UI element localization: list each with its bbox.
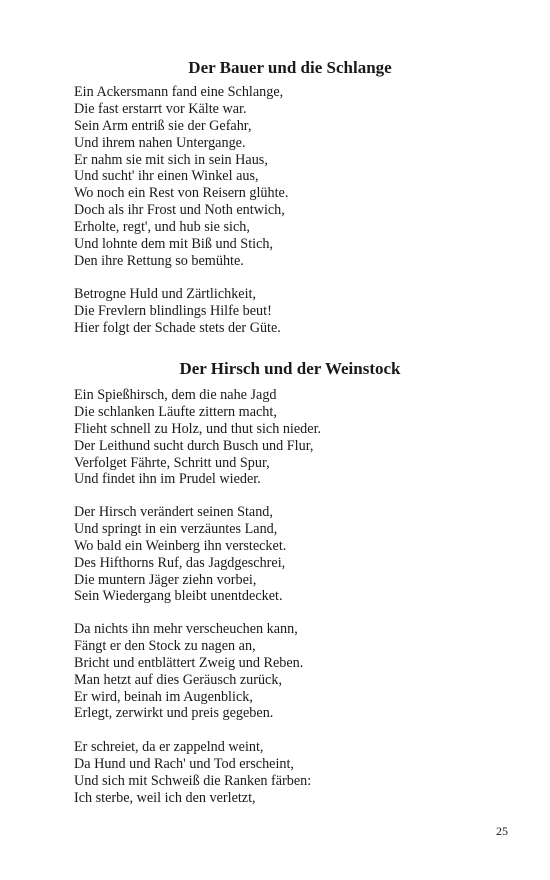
stanza	[74, 387, 321, 488]
verse-line: Da nichts ihn mehr verscheuchen kann,	[74, 621, 298, 637]
stanza	[74, 504, 286, 605]
verse-line: Er nahm sie mit sich in sein Haus,	[74, 151, 268, 168]
verse-line: Bricht und entblättert Zweig und Reben.	[74, 654, 304, 671]
poem-title: Der Hirsch und der Weinstock	[179, 359, 401, 378]
stanza	[74, 739, 311, 807]
verse-line: Ein Ackersmann fand eine Schlange,	[74, 84, 284, 100]
verse-line: Der Leithund sucht durch Busch und Flur,	[74, 437, 314, 454]
poem-title: Der Bauer und die Schlange	[188, 58, 392, 77]
verse-line: Und findet ihn im Prudel wieder.	[74, 471, 261, 488]
verse-line: Und lohnte dem mit Biß und Stich,	[74, 236, 274, 253]
verse-line: Er schreiet, da er zappelnd weint,	[74, 739, 264, 755]
verse-line: Verfolget Fährte, Schritt und Spur,	[74, 454, 270, 471]
verse-line: Doch als ihr Frost und Noth entwich,	[74, 202, 285, 219]
verse-line: Sein Wiedergang bleibt unentdecket.	[74, 588, 283, 605]
verse-line: Wo bald ein Weinberg ihn verstecket.	[74, 537, 287, 554]
verse-line: Die schlanken Läufte zittern macht,	[74, 403, 277, 420]
page-number: 25	[496, 824, 508, 838]
verse-line: Ein Spießhirsch, dem die nahe Jagd	[74, 387, 277, 403]
verse-line: Und ihrem nahen Untergange.	[74, 134, 246, 151]
verse-line: Ich sterbe, weil ich den verletzt,	[74, 789, 256, 806]
verse-line: Da Hund und Rach' und Tod erscheint,	[74, 755, 294, 772]
verse-line: Der Hirsch verändert seinen Stand,	[74, 504, 273, 520]
verse-line: Hier folgt der Schade stets der Güte.	[74, 319, 281, 336]
verse-line: Die muntern Jäger ziehn vorbei,	[74, 571, 257, 588]
verse-line: Und springt in ein verzäuntes Land,	[74, 520, 278, 537]
stanza	[74, 84, 288, 270]
verse-line: Wo noch ein Rest von Reisern glühte.	[74, 185, 289, 202]
verse-line: Fängt er den Stock zu nagen an,	[74, 637, 256, 654]
stanza	[74, 286, 281, 337]
verse-line: Sein Arm entriß sie der Gefahr,	[74, 117, 252, 134]
verse-line: Und sich mit Schweiß die Ranken färben:	[74, 772, 312, 789]
verse-line: Und sucht' ihr einen Winkel aus,	[74, 168, 259, 185]
verse-line: Erholte, regt', und hub sie sich,	[74, 219, 250, 236]
verse-line: Betrogne Huld und Zärtlichkeit,	[74, 286, 257, 302]
stanza	[74, 621, 303, 722]
verse-line: Die Frevlern blindlings Hilfe beut!	[74, 302, 272, 319]
verse-line: Man hetzt auf dies Geräusch zurück,	[74, 671, 282, 688]
verse-line: Flieht schnell zu Holz, und thut sich nieder.	[74, 420, 322, 437]
verse-line: Erlegt, zerwirkt und preis gegeben.	[74, 705, 274, 722]
verse-line: Die fast erstarrt vor Kälte war.	[74, 100, 247, 117]
verse-line: Er wird, beinah im Augenblick,	[74, 688, 253, 705]
verse-line: Des Hifthorns Ruf, das Jagdgeschrei,	[74, 554, 286, 571]
verse-line: Den ihre Rettung so bemühte.	[74, 252, 244, 269]
